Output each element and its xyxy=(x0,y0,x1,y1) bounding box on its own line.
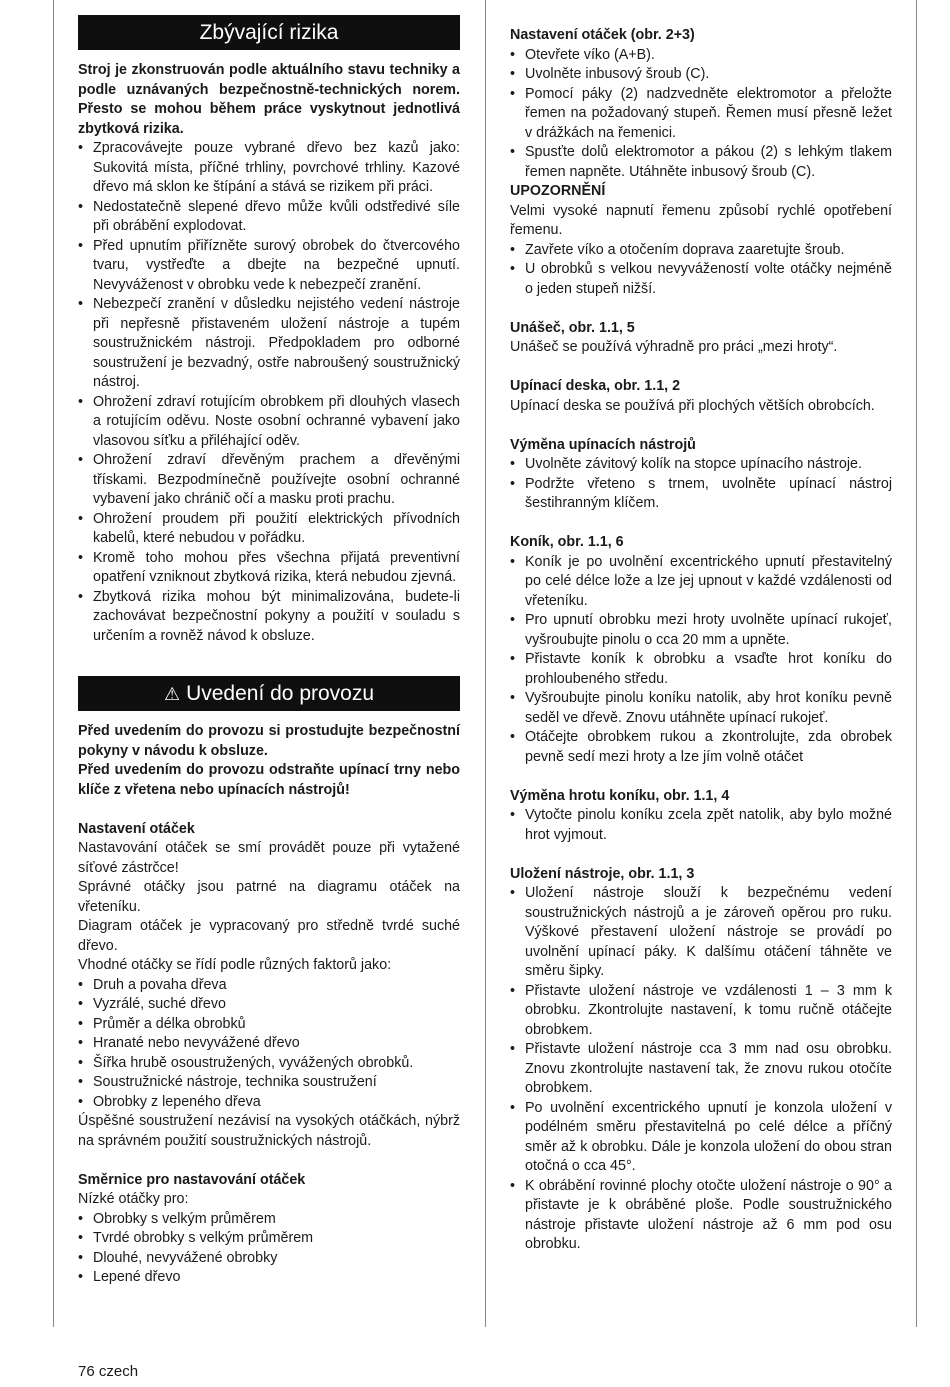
caution-heading: UPOZORNĚNÍ xyxy=(510,183,606,199)
section-title-commissioning xyxy=(78,676,460,711)
list-item: • Koník je po uvolnění excentrického upnutí přestavitelný po celé délce lože a lze jej upnout v každé vzdálenosti od vřeteníku. xyxy=(510,553,892,612)
tool-rest-list xyxy=(510,884,892,1255)
list-item: • Před upnutím přiřízněte surový obrobek do čtvercového tvaru, vystřeďte a dbejte na bezpečné upnutí. Nevyváženost v obrobku vede k nebezpečí zranění. xyxy=(78,237,460,296)
commissioning-warning-1: Před uvedením do provozu si prostudujte bezpečnostní pokyny v návodu k obsluze. xyxy=(78,723,460,759)
speed-paragraph: Vhodné otáčky se řídí podle různých faktorů jako: xyxy=(78,957,392,973)
list-item: • Hranaté nebo nevyvážené dřevo xyxy=(78,1034,460,1054)
list-item: • Dlouhé, nevyvážené obrobky xyxy=(78,1249,460,1269)
left-margin-rule xyxy=(53,0,54,1327)
list-item: • Otáčejte obrobkem rukou a zkontrolujte, zda obrobek pevně sedí mezi hroty a lze jím volně otáčet xyxy=(510,728,892,767)
driver-text: Unášeč se používá výhradně pro práci „mezi hroty“. xyxy=(510,339,838,355)
list-item: • Uložení nástroje slouží k bezpečnému vedení soustružnických nástrojů a je zároveň opěrou pro ruku. Výškové přestavení uložení nástroje se provádí po uvolnění upínací páky. K dalšímu otáčení táhněte ve směru šipky. xyxy=(510,884,892,982)
speed-paragraph: Nastavování otáček se smí provádět pouze při vytažené síťové zástrčce! xyxy=(78,840,460,876)
list-item: • Nebezpečí zranění v důsledku nejistého vedení nástroje při nepřesně přistaveném uložení nástroje a tupém soustružnickém nástroji. Předpokladem pro odborné soustružení je bezvadný, ostře nabroušený soustružnický nástroj. xyxy=(78,295,460,393)
list-item: • Ohrožení zdraví rotujícím obrobkem při dlouhých vlasech a rotujícím oděvu. Noste osobní ochranné vybavení jako vlasovou síťku a přiléhající oděv. xyxy=(78,393,460,452)
guideline-intro: Nízké otáčky pro: xyxy=(78,1191,189,1207)
list-item: • Průměr a délka obrobků xyxy=(78,1015,460,1035)
tailstock-list xyxy=(510,553,892,768)
list-item: • Podržte vřeteno s trnem, uvolněte upínací nástroj šestihranným klíčem. xyxy=(510,475,892,514)
page-footer: 76 czech xyxy=(78,1363,139,1380)
speed-setting-steps xyxy=(510,46,892,183)
list-item: • Přistavte uložení nástroje ve vzdálenosti 1 – 3 mm k obrobku. Zkontrolujte nastavení, k tomu ručně otáčejte obrobkem. xyxy=(510,982,892,1041)
speed-factors-list xyxy=(78,976,460,1113)
tool-rest-heading: Uložení nástroje, obr. 1.1, 3 xyxy=(510,865,695,882)
list-item: • Pro upnutí obrobku mezi hroty uvolněte upínací rukojeť, vyšroubujte pinolu o cca 20 mm a upněte. xyxy=(510,611,892,650)
list-item: • Pomocí páky (2) nadzvedněte elektromotor a přeložte řemen na požadovaný stupeň. Řemen musí přesně ležet v drážkách na řemenici. xyxy=(510,85,892,144)
list-item: • Lepené dřevo xyxy=(78,1268,460,1288)
list-item: • Otevřete víko (A+B). xyxy=(510,46,892,66)
left-column xyxy=(78,15,460,1288)
tool-change-heading: Výměna upínacích nástrojů xyxy=(510,436,696,453)
residual-risks-list xyxy=(78,139,460,646)
speed-paragraph: Diagram otáček je vypracovaný pro středně tvrdé suché dřevo. xyxy=(78,918,460,954)
list-item: • Šířka hrubě osoustružených, vyvážených obrobků. xyxy=(78,1054,460,1074)
list-item: • Kromě toho mohou přes všechna přijatá preventivní opatření vzniknout zbytková rizika, která nebudou zjevná. xyxy=(78,549,460,588)
faceplate-text: Upínací deska se používá při plochých větších obrobcích. xyxy=(510,397,875,414)
guideline-list xyxy=(78,1210,460,1288)
tailstock-center-list xyxy=(510,806,892,845)
right-margin-rule xyxy=(916,0,917,1327)
section-title-text: Uvedení do provozu xyxy=(186,682,375,705)
driver-heading: Unášeč, obr. 1.1, 5 xyxy=(510,319,635,336)
speed-setting-steps-2 xyxy=(510,241,892,300)
speed-paragraph: Úspěšné soustružení nezávisí na vysokých otáčkách, nýbrž na správném použití soustružnických nástrojů. xyxy=(78,1113,460,1149)
list-item: • Vyzrálé, suché dřevo xyxy=(78,995,460,1015)
residual-risks-intro: Stroj je zkonstruován podle aktuálního stavu techniky a podle uznávaných bezpečnostně-technických norem. Přesto se mohou během práce vyskytnout jednotlivá zbytková rizika. xyxy=(78,62,460,137)
list-item: • Spusťte dolů elektromotor a pákou (2) s lehkým tlakem řemen napněte. Utáhněte inbusový šroub (C). xyxy=(510,143,892,182)
list-item: • Vyšroubujte pinolu koníku natolik, aby hrot koníku pevně seděl ve dřevě. Znovu utáhněte upínací rukojeť. xyxy=(510,689,892,728)
tool-change-list xyxy=(510,455,892,514)
list-item: • Tvrdé obrobky s velkým průměrem xyxy=(78,1229,460,1249)
tailstock-center-heading: Výměna hrotu koníku, obr. 1.1, 4 xyxy=(510,787,730,804)
list-item: • K obrábění rovinné plochy otočte uložení nástroje o 90° a přistavte je k obráběné ploše. Podle soustružnického nástroje přistavte uložení nástroje až 6 mm pod osu obrobku. xyxy=(510,1177,892,1255)
speed-paragraph: Správné otáčky jsou patrné na diagramu otáček na vřeteníku. xyxy=(78,879,460,915)
list-item: • Uvolněte závitový kolík na stopce upínacího nástroje. xyxy=(510,455,892,475)
tailstock-heading: Koník, obr. 1.1, 6 xyxy=(510,534,624,550)
warning-triangle-icon: ⚠ xyxy=(163,684,181,704)
list-item: • Soustružnické nástroje, technika soustružení xyxy=(78,1073,460,1093)
list-item: • Nedostatečně slepené dřevo může kvůli odstředivé síle při obrábění explodovat. xyxy=(78,198,460,237)
center-column-rule xyxy=(485,0,486,1327)
list-item: • Druh a povaha dřeva xyxy=(78,976,460,996)
commissioning-warning-2: Před uvedením do provozu odstraňte upínací trny nebo klíče z vřetena nebo upínacích nástrojů! xyxy=(78,762,460,798)
list-item: • Zavřete víko a otočením doprava zaaretujte šroub. xyxy=(510,241,892,261)
list-item: • Zpracovávejte pouze vybrané dřevo bez kazů jako: Sukovitá místa, příčné trhliny, povrchové trhliny. Kazové dřevo má sklon ke štípání a stává se rizikem při práci. xyxy=(78,139,460,198)
list-item: • Přistavte uložení nástroje cca 3 mm nad osu obrobku. Znovu zkontrolujte nastavení tak, že znovu rukou otočíte obrobkem. xyxy=(510,1040,892,1099)
list-item: • Ohrožení proudem při použití elektrických přívodních kabelů, které nebudou v pořádku. xyxy=(78,510,460,549)
list-item: • Uvolněte inbusový šroub (C). xyxy=(510,65,892,85)
list-item: • U obrobků s velkou nevyvážeností volte otáčky nejméně o jeden stupeň nižší. xyxy=(510,260,892,299)
list-item: • Přistavte koník k obrobku a vsaďte hrot koníku do prohloubeného středu. xyxy=(510,650,892,689)
section-title-residual-risks: Zbývající rizika xyxy=(78,15,460,50)
right-column xyxy=(510,26,892,1255)
list-item: • Vytočte pinolu koníku zcela zpět natolik, aby bylo možné hrot vyjmout. xyxy=(510,806,892,845)
faceplate-heading: Upínací deska, obr. 1.1, 2 xyxy=(510,378,681,394)
speed-heading: Nastavení otáček xyxy=(78,820,195,837)
list-item: • Obrobky s velkým průměrem xyxy=(78,1210,460,1230)
list-item: • Ohrožení zdraví dřevěným prachem a dřevěnými třískami. Bezpodmínečně používejte osobní ochranné vybavení jako chránič očí a masku proti prachu. xyxy=(78,451,460,510)
list-item: • Zbytková rizika mohou být minimalizována, budete-li zachovávat bezpečnostní pokyny a použití v souladu s určením a rovněž návod k obsluze. xyxy=(78,588,460,647)
caution-text: Velmi vysoké napnutí řemenu způsobí rychlé opotřebení řemenu. xyxy=(510,202,892,238)
speed-setting-heading: Nastavení otáček (obr. 2+3) xyxy=(510,27,695,43)
guideline-heading: Směrnice pro nastavování otáček xyxy=(78,1171,306,1188)
list-item: • Obrobky z lepeného dřeva xyxy=(78,1093,460,1113)
list-item: • Po uvolnění excentrického upnutí je konzola uložení v podélném směru přestavitelná po celé délce a příčný směr až k obrobku. Dále je konzola uložení do obou stran otočná o cca 45°. xyxy=(510,1099,892,1177)
